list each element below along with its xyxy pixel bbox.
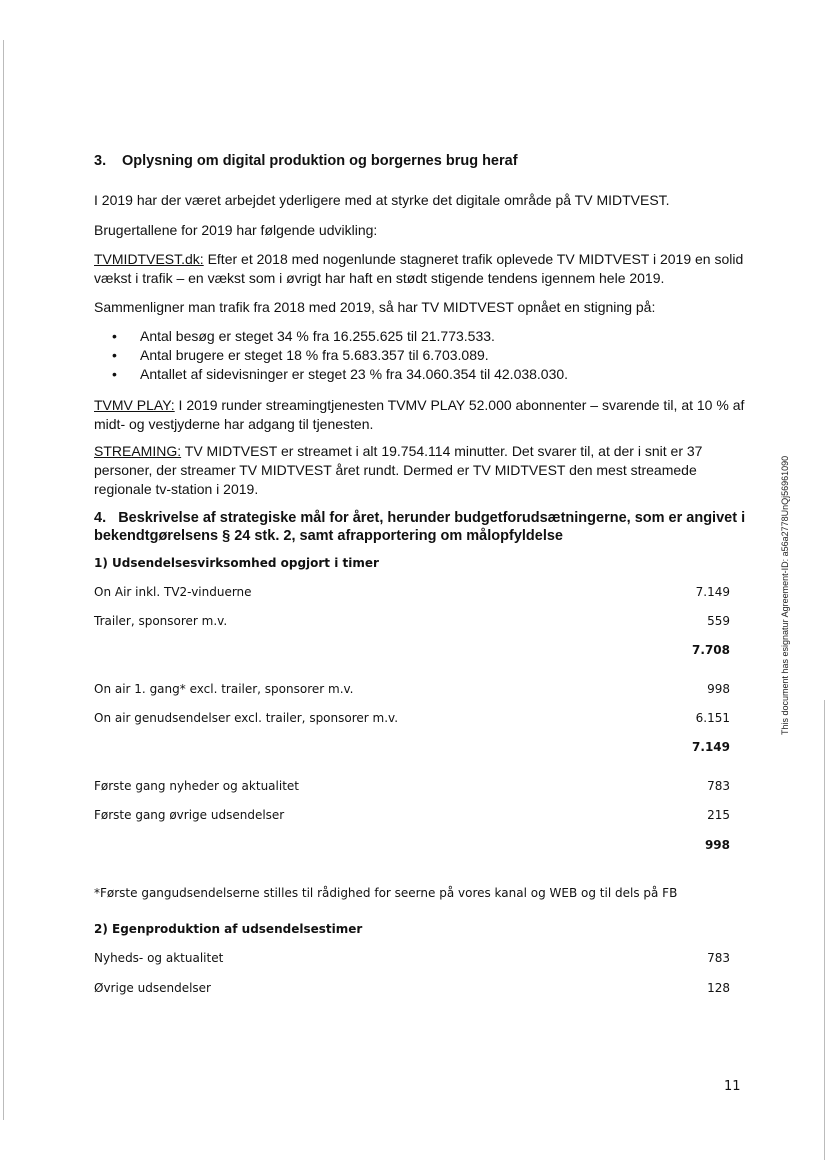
section4-heading [94, 509, 754, 545]
table-row-total [94, 838, 730, 856]
table-row-total [94, 740, 730, 758]
stats-bullet-list [112, 327, 568, 384]
row-value: 7.149 [692, 740, 730, 754]
table-row [94, 808, 730, 826]
table-row [94, 711, 730, 729]
row-label: Nyheds- og aktualitet [94, 951, 224, 965]
list-item: • Antal besøg er steget 34 % fra 16.255.625 til 21.773.533. [112, 327, 568, 346]
row-value: 128 [707, 981, 730, 995]
row-label: Første gang nyheder og aktualitet [94, 779, 299, 793]
row-value: 559 [707, 614, 730, 628]
row-value: 7.149 [695, 585, 730, 599]
play-paragraph [94, 396, 754, 434]
row-label: Øvrige udsendelser [94, 981, 211, 995]
table-row-total [94, 643, 730, 661]
section4-number: 4. [94, 510, 107, 526]
section3-heading [94, 153, 518, 169]
play-text: I 2019 runder streamingtjenesten TVMV PLAY 52.000 abonnenter – svarende til, at 10 % af midt- og vestjyderne har adgang til tjenesten. [94, 397, 745, 432]
section3-title: Oplysning om digital produktion og borgernes brug heraf [122, 153, 518, 169]
web-label: TVMIDTVEST.dk: [94, 251, 204, 267]
section3-number: 3. [94, 153, 107, 169]
section4-title: Beskrivelse af strategiske mål for året, herunder budgetforudsætningerne, som er angivet i bekendtgørelsens § 24 stk. 2, samt afrapportering om målopfyldelse [94, 510, 746, 544]
table-row [94, 981, 730, 999]
footnote: *Første gangudsendelserne stilles til rådighed for seerne på vores kanal og WEB og til dels på FB [94, 886, 678, 900]
streaming-label: STREAMING: [94, 443, 182, 459]
row-value: 6.151 [695, 711, 730, 725]
web-text: Efter et 2018 med nogenlunde stagneret trafik oplevede TV MIDTVEST i 2019 en solid vækst i trafik – en vækst som i øvrigt har haft en stødt stigende tendens igennem hele 2019. [94, 251, 744, 286]
row-value: 998 [707, 682, 730, 696]
row-value: 7.708 [692, 643, 730, 657]
row-label: On air 1. gang* excl. trailer, sponsorer m.v. [94, 682, 354, 696]
table1-heading: 1) Udsendelsesvirksomhed opgjort i timer [94, 556, 379, 570]
table-row [94, 682, 730, 700]
section3-intro: I 2019 har der været arbejdet yderligere med at styrke det digitale område på TV MIDTVEST. [94, 192, 670, 208]
row-label: On air genudsendelser excl. trailer, sponsorer m.v. [94, 711, 399, 725]
row-value: 783 [707, 779, 730, 793]
table-row [94, 951, 730, 969]
list-item: • Antallet af sidevisninger er steget 23 % fra 34.060.354 til 42.038.030. [112, 365, 568, 384]
row-value: 998 [704, 838, 730, 852]
right-scan-edge [824, 700, 825, 1160]
table-row [94, 614, 730, 632]
play-label: TVMV PLAY: [94, 397, 175, 413]
web-paragraph [94, 250, 754, 288]
table2-heading: 2) Egenproduktion af udsendelsestimer [94, 922, 363, 936]
section3-brugertal: Brugertallene for 2019 har følgende udvikling: [94, 222, 378, 238]
row-label: Trailer, sponsorer m.v. [94, 614, 228, 628]
compare-paragraph: Sammenligner man trafik fra 2018 med 2019, så har TV MIDTVEST opnået en stigning på: [94, 299, 656, 315]
row-label: Første gang øvrige udsendelser [94, 808, 285, 822]
table-row [94, 779, 730, 797]
streaming-text: TV MIDTVEST er streamet i alt 19.754.114 minutter. Det svarer til, at der i snit er 37 personer, der streamer TV MIDTVEST året rundt. Dermed er TV MIDTVEST den mest streamede regionale tv-station i 2019. [94, 443, 703, 497]
row-value: 215 [707, 808, 730, 822]
page-number: 11 [724, 1079, 741, 1094]
left-scan-edge [3, 40, 4, 1120]
table-row [94, 585, 730, 603]
row-label: On Air inkl. TV2-vinduerne [94, 585, 252, 599]
row-value: 783 [707, 951, 730, 965]
esignatur-side-note: This document has esignatur Agreement-ID: a56a2778UnQj56961090 [780, 455, 790, 735]
list-item: • Antal brugere er steget 18 % fra 5.683.357 til 6.703.089. [112, 346, 568, 365]
streaming-paragraph [94, 442, 754, 499]
